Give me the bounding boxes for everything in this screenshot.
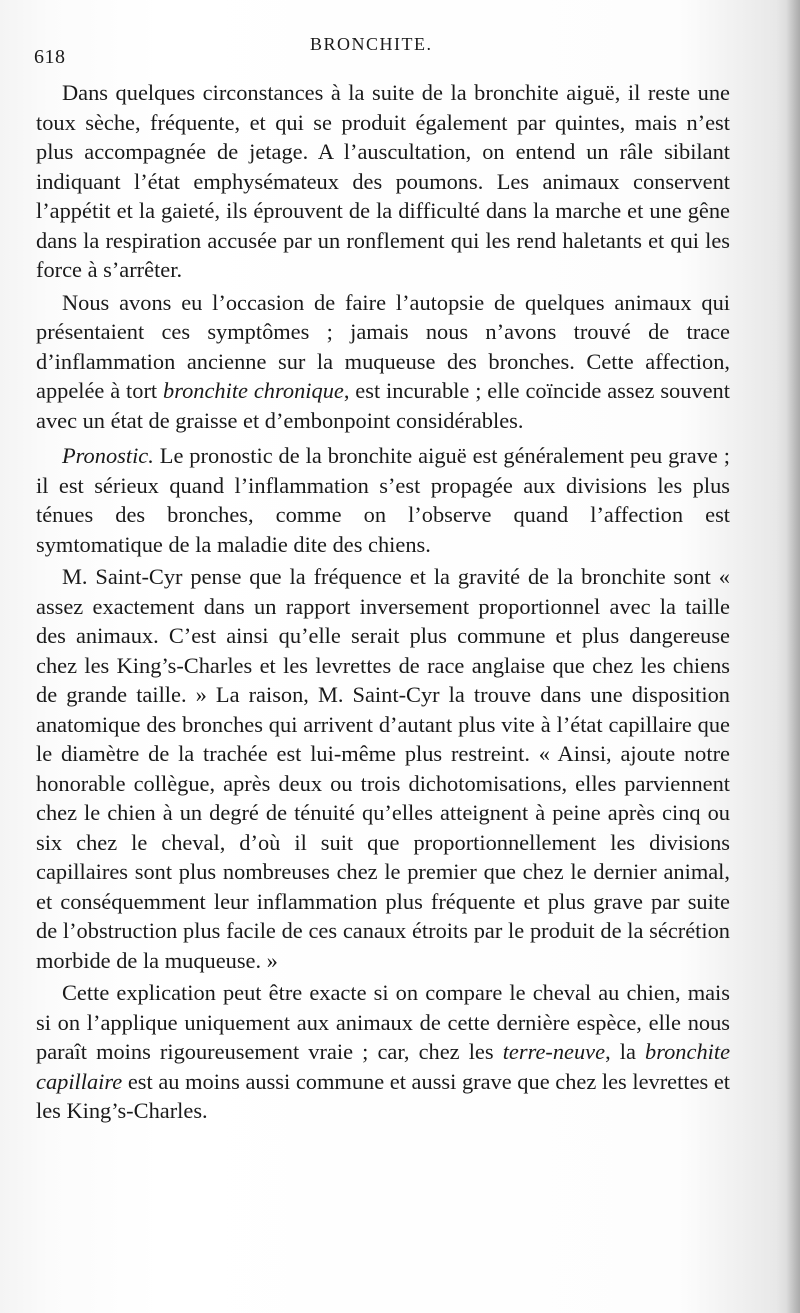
paragraph-4-text: M. Saint-Cyr pense que la fréquence et la gravité de la bronchite sont « assez exactement dans un rapport inversement proportionnel avec la taille des animaux. C’est ainsi qu’elle serait plus commune et plus dangereuse chez les King’s-Charles et les levrettes de race anglaise que chez les chiens de grande taille. » La raison, M. Saint-Cyr la trouve dans une disposition anatomique des bronches qui arrivent d’autant plus vite à l’état capillaire que le diamètre de la trachée est lui-même plus restreint. « Ainsi, ajoute notre honorable collègue, après deux ou trois dichotomisations, elles parviennent chez le chien à un degré de ténuité qu’elles atteignent à peine après cinq ou six chez le cheval, d’où il suit que proportionnellement les divisions capillaires sont plus nombreuses chez le premier que chez le dernier animal, et conséquemment leur inflammation plus fréquente et plus grave par suite de l’obstruction plus facile de ces canaux étroits par le produit de la sécrétion morbide de la muqueuse. » [36,564,730,973]
paragraph-5-text-2: , la [605,1039,646,1064]
page-number: 618 [34,46,66,68]
paragraph-5 [36,978,730,1126]
paragraph-5-italic-1: terre-neuve [502,1039,606,1064]
body-text [36,78,730,1129]
paragraph-1-text: Dans quelques circonstances à la suite de la bronchite aiguë, il reste une toux sèche, fréquente, et qui se produit également par quintes, mais n’est plus accompagnée de jetage. A l’auscultation, on entend un râle sibilant indiquant l’état emphysémateux des poumons. Les animaux conservent l’appétit et la gaieté, ils éprouvent de la difficulté dans la marche et une gêne dans la respiration accusée par un ronflement qui les rend haletants et qui les force à s’arrêter. [36,80,730,282]
pronostic-text: Le pronostic de la bronchite aiguë est généralement peu grave ; il est sérieux quand l’inflammation s’est propagée aux divisions les plus ténues des bronches, comme on l’observe quand l’affection est symtomatique de la maladie dite des chiens. [36,443,730,557]
running-head: BRONCHITE. [310,34,433,54]
paragraph-5-text-3: est au moins aussi commune et aussi grave que chez les levrettes et les King’s-Charles. [36,1068,730,1123]
paragraph-2 [36,288,730,436]
paragraph-pronostic [36,441,730,559]
paragraph-5-text-1: Cette explication peut être exacte si on compare le cheval au chien, mais si on l’applique uniquement aux animaux de cette dernière espèce, elle nous paraît moins rigoureusement vraie ; car, chez les [36,980,730,1064]
paragraph-2-italic: bronchite chronique [163,378,344,403]
pronostic-heading: Pronostic. [62,443,154,468]
page-header [34,30,754,66]
paragraph-2-text-before: Nous avons eu l’occasion de faire l’autopsie de quelques animaux qui présentaient ces symptômes ; jamais nous n’avons trouvé de trace d’inflammation ancienne sur la muqueuse des bronches. Cette affection, appelée à tort [36,289,730,403]
paragraph-4 [36,562,730,975]
paragraph-1 [36,78,730,285]
page-edge-shadow [786,0,800,1313]
paragraph-2-text-after: , est incurable ; elle coïncide assez souvent avec un état de graisse et d’embonpoint considérables. [36,378,730,433]
paragraph-5-italic-2: bronchite capillaire [36,1039,731,1094]
